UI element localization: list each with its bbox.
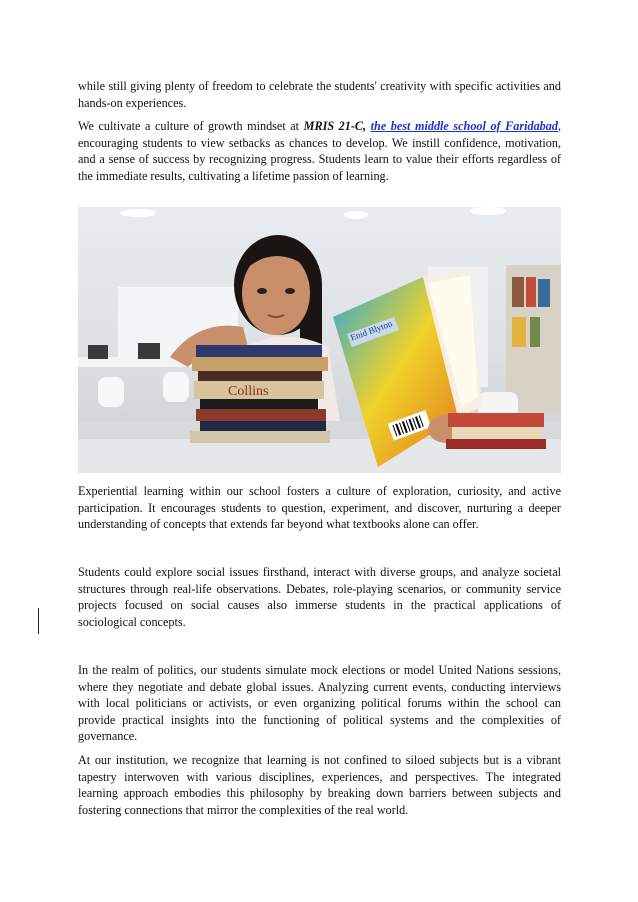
paragraph-intro-continuation: while still giving plenty of freedom to celebrate the students' creativity with specific activities and hands-on experiences. bbox=[78, 79, 561, 110]
paragraph-integrated-learning: At our institution, we recognize that learning is not confined to siloed subjects but is a vibrant tapestry interwoven with various disciplines, experiences, and perspectives. The integrated learning approach embodies this philosophy by breaking down barriers between subjects and fostering connections that mirror the complexities of the real world. bbox=[78, 753, 561, 817]
collins-spine-label: Collins bbox=[228, 384, 269, 399]
school-brand-name: MRIS 21-C, bbox=[303, 119, 367, 133]
margin-change-bar bbox=[38, 608, 39, 634]
paragraph-social-issues: Students could explore social issues firsthand, interact with diverse groups, and analyze societal structures through real-life observations. Debates, role-playing scenarios, or community service projects focused on social causes also immerse students in the practical applications of sociological concepts. bbox=[78, 565, 561, 629]
growth-mindset-text-end: , encouraging students to view setbacks as chances to develop. We instill confidence, motivation, and a sense of success by recognizing progress. Students learn to value their efforts regardless of the immediate results, cultivating a lifetime passion of learning. bbox=[78, 119, 562, 183]
paragraph-growth-mindset bbox=[78, 118, 561, 184]
book-stack bbox=[190, 345, 330, 443]
book-cover-title: Enid Blyton bbox=[348, 318, 394, 343]
best-middle-school-link[interactable]: the best middle school of Faridabad bbox=[370, 119, 558, 133]
paragraph-politics: In the realm of politics, our students simulate mock elections or model United Nations sessions, where they negotiate and debate global issues. Analyzing current events, conducting interviews with local politicians or activists, or even organizing political forums within the school can provide practical insights into the functioning of political systems and the complexities of governance. bbox=[78, 663, 561, 744]
growth-mindset-text-start: We cultivate a culture of growth mindset at bbox=[78, 119, 304, 133]
student-reading-photo bbox=[78, 207, 561, 473]
paragraph-experiential-learning: Experiential learning within our school fosters a culture of exploration, curiosity, and active participation. It encourages students to question, experiment, and discover, nurturing a deeper understanding of concepts that extends far beyond what textbooks alone can offer. bbox=[78, 484, 561, 532]
